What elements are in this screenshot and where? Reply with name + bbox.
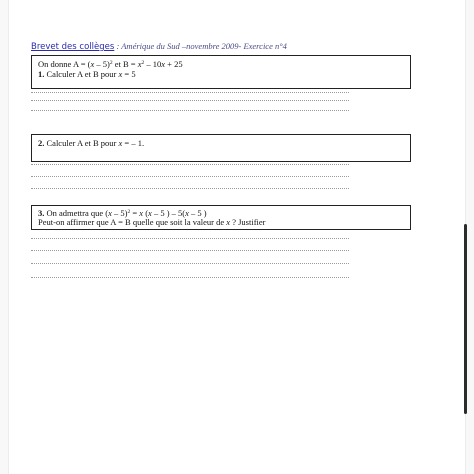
- question-2-text: 2. Calculer A et B pour x = – 1.: [38, 138, 145, 148]
- answer-line: [31, 238, 349, 239]
- answer-line: [31, 277, 349, 278]
- answer-line: [31, 110, 349, 111]
- answer-line: [31, 188, 349, 189]
- exercise-header: [31, 41, 287, 52]
- answer-line: [31, 92, 349, 93]
- question-3-prompt: Peut-on affirmer que A = B quelle que soit la valeur de x ? Justifier: [38, 217, 266, 227]
- answer-line: [31, 164, 349, 165]
- exam-title: Brevet des collèges: [31, 42, 115, 52]
- question-2-box: [31, 134, 411, 162]
- vertical-scrollbar[interactable]: [464, 224, 467, 414]
- exam-subtitle: : Amérique du Sud –novembre 2009- Exercice n°4: [114, 41, 287, 51]
- given-expressions: On donne A = (x – 5)$^2$ et $B = x^2 - 10x + 25$: [38, 59, 183, 69]
- answer-line: [31, 176, 349, 177]
- question-3-statement: 3. On admettra que (x – 5)$^2$ = x (x – 5 ) – 5(x – 5 ): [38, 208, 207, 218]
- answer-line: [31, 250, 349, 251]
- question-1-text: 1. Calculer A et B pour x = 5: [38, 69, 136, 79]
- question-3-box: [31, 205, 411, 230]
- answer-line: [31, 263, 349, 264]
- question-1-box: [31, 55, 411, 89]
- answer-line: [31, 100, 349, 101]
